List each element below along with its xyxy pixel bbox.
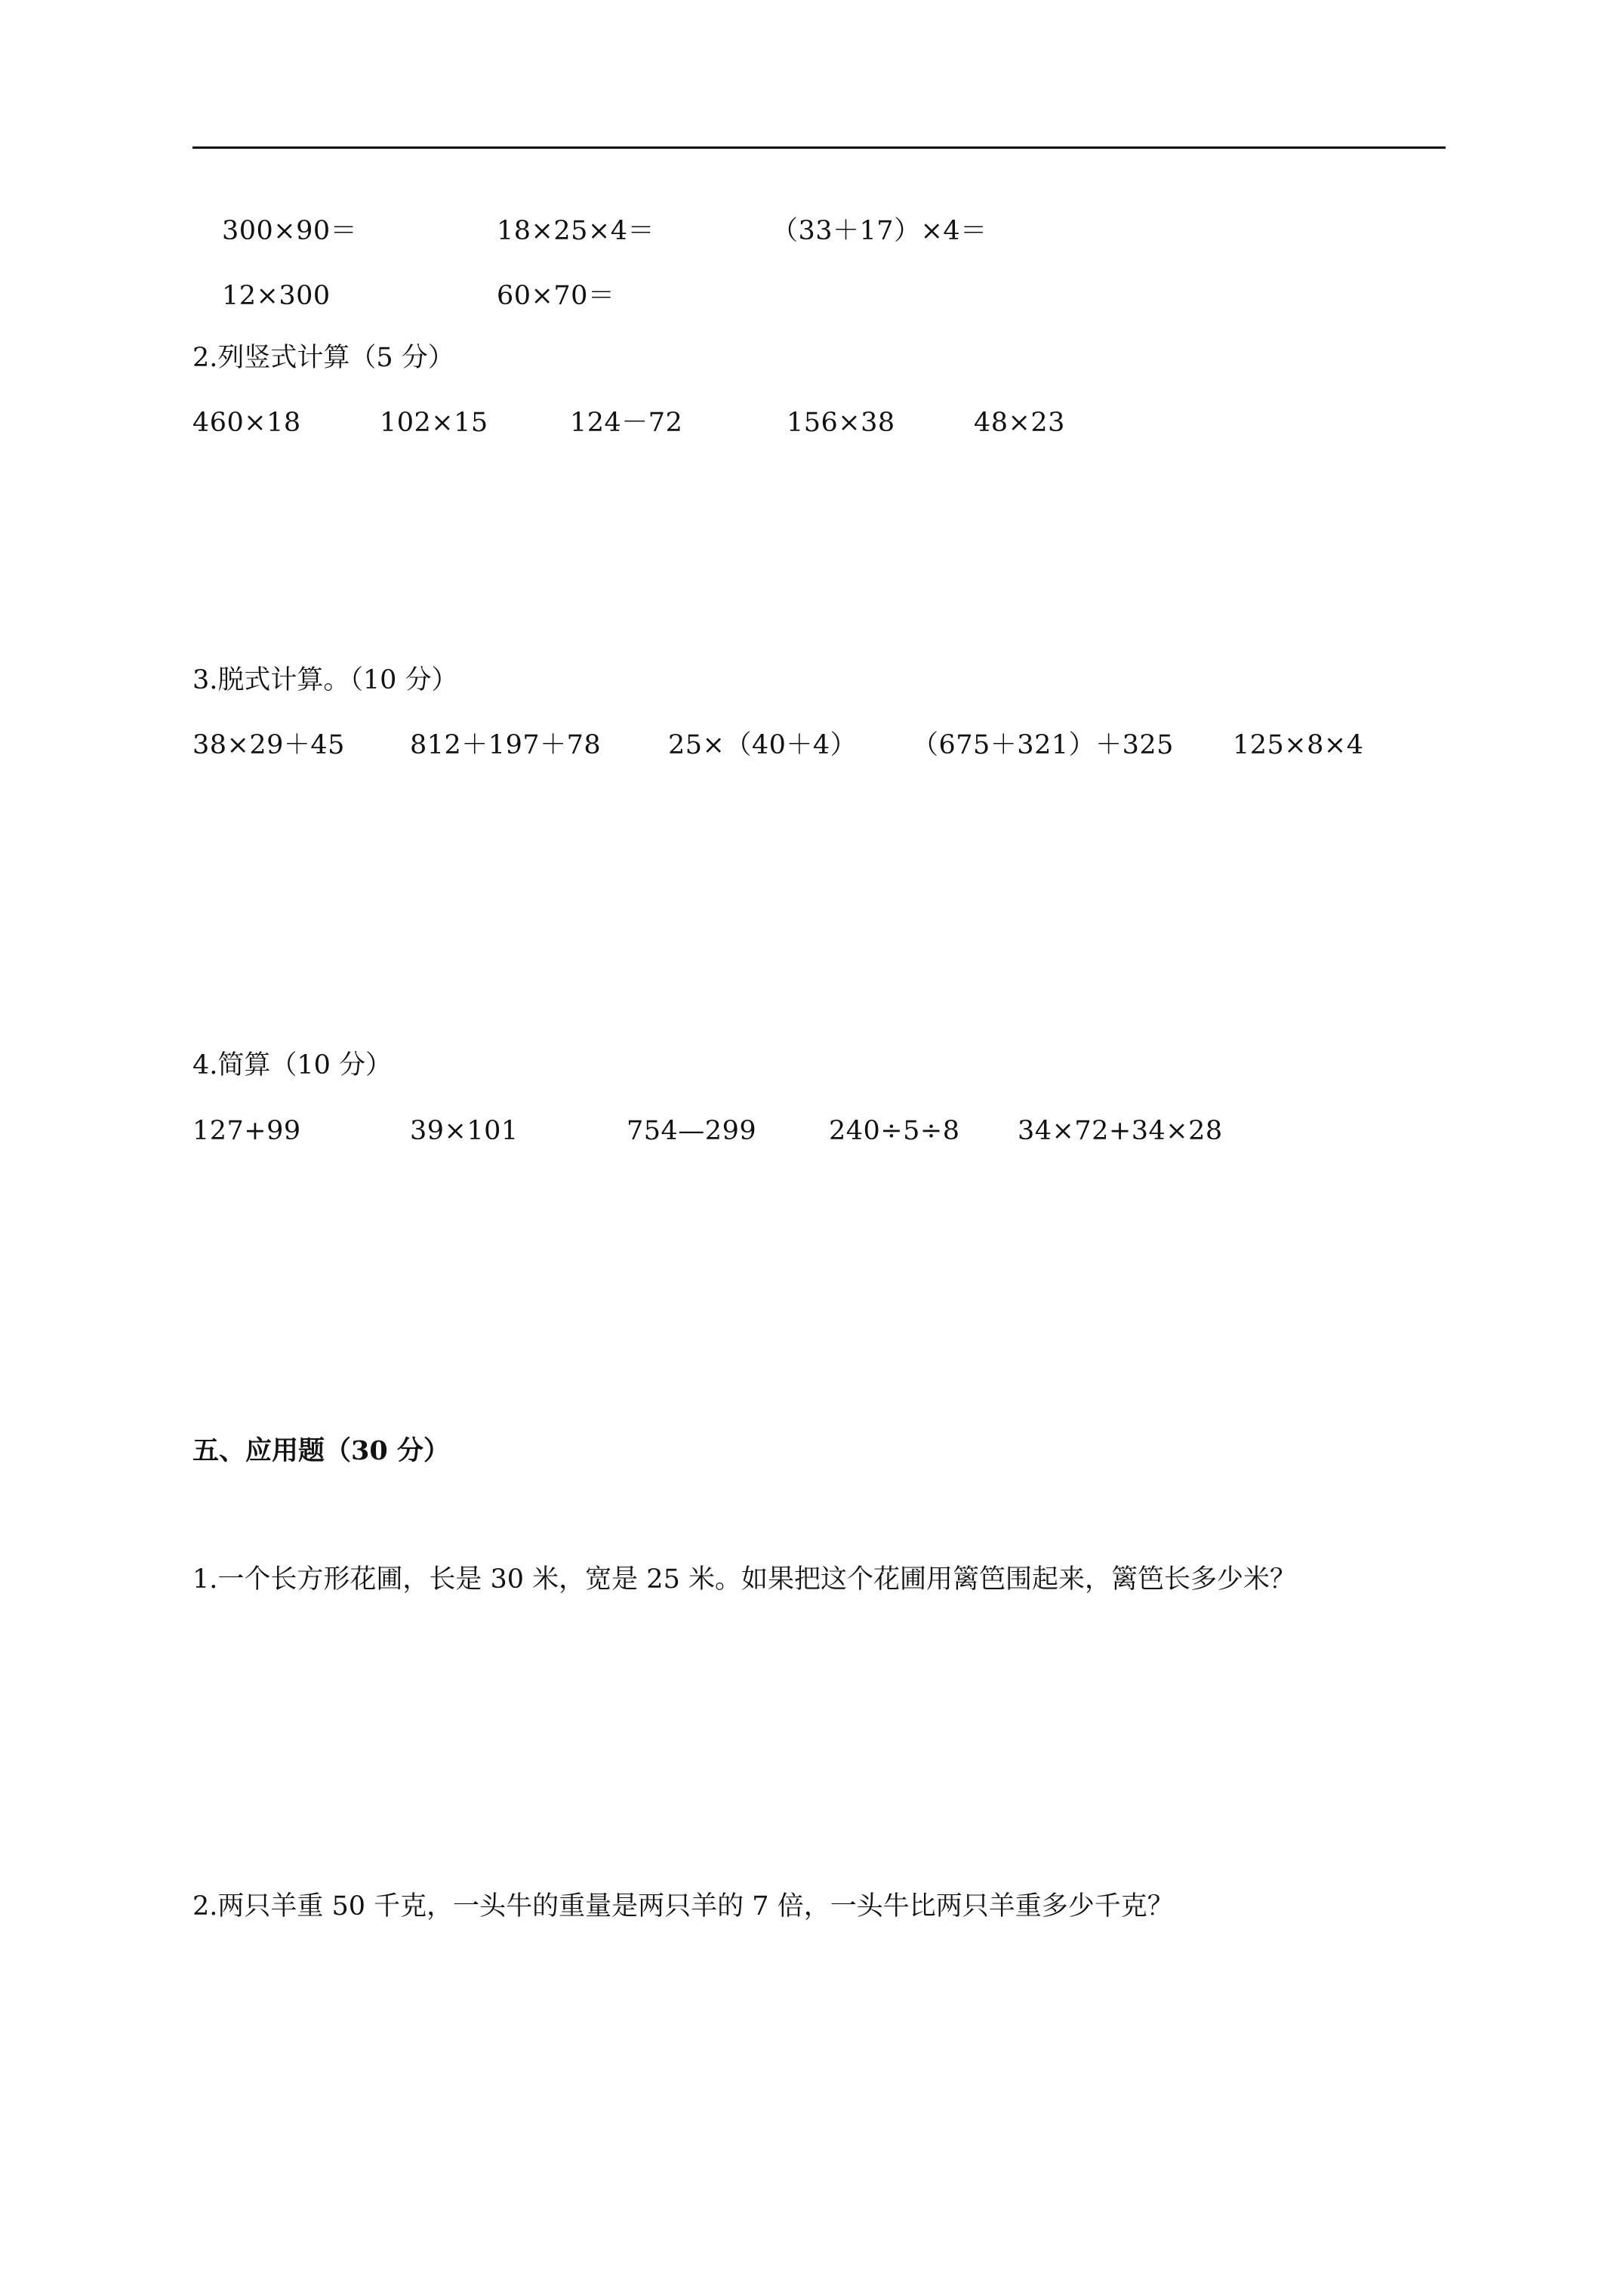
- problem-item: 124－72: [570, 408, 683, 438]
- problem-item: 127+99: [192, 1116, 301, 1146]
- section-heading-stepwise: 3.脱式计算。（10 分）: [192, 665, 458, 695]
- header-rule: [192, 146, 1446, 149]
- problem-item: 102×15: [380, 408, 488, 438]
- oral-item: 60×70＝: [497, 281, 615, 311]
- oral-row-2: [0, 273, 1623, 319]
- problem-item: 25×（40＋4）: [668, 730, 858, 760]
- problem-item: 34×72+34×28: [1018, 1116, 1223, 1146]
- problem-item: 156×38: [787, 408, 895, 438]
- oral-item: 12×300: [222, 281, 331, 311]
- problem-item: 240÷5÷8: [829, 1116, 960, 1146]
- problem-item: 48×23: [974, 408, 1065, 438]
- problem-item: 754—299: [627, 1116, 757, 1146]
- oral-row-1: [0, 208, 1623, 254]
- problem-item: 39×101: [410, 1116, 519, 1146]
- section-heading-simplify: 4.简算（10 分）: [192, 1050, 393, 1080]
- problem-item: 812＋197＋78: [410, 730, 602, 760]
- oral-item: 300×90＝: [222, 216, 358, 246]
- problem-item: （675＋321）＋325: [912, 730, 1174, 760]
- oral-item: （33＋17）×4＝: [771, 216, 987, 246]
- section-heading-vertical: 2.列竖式计算（5 分）: [192, 343, 454, 373]
- stepwise-row: [0, 723, 1623, 768]
- simplify-row: [0, 1108, 1623, 1154]
- section-heading-application: 五、应用题（30 分）: [192, 1435, 450, 1466]
- problem-item: 38×29＋45: [192, 730, 345, 760]
- application-question-2: 2.两只羊重 50 千克，一头牛的重量是两只羊的 7 倍，一头牛比两只羊重多少千克？: [192, 1891, 1174, 1922]
- problem-item: 125×8×4: [1233, 730, 1364, 760]
- problem-item: 460×18: [192, 408, 301, 438]
- oral-item: 18×25×4＝: [497, 216, 654, 246]
- application-question-1: 1.一个长方形花圃，长是 30 米，宽是 25 米。如果把这个花圃用篱笆围起来，篱笆长多少米？: [192, 1564, 1296, 1595]
- vertical-row: [0, 400, 1623, 445]
